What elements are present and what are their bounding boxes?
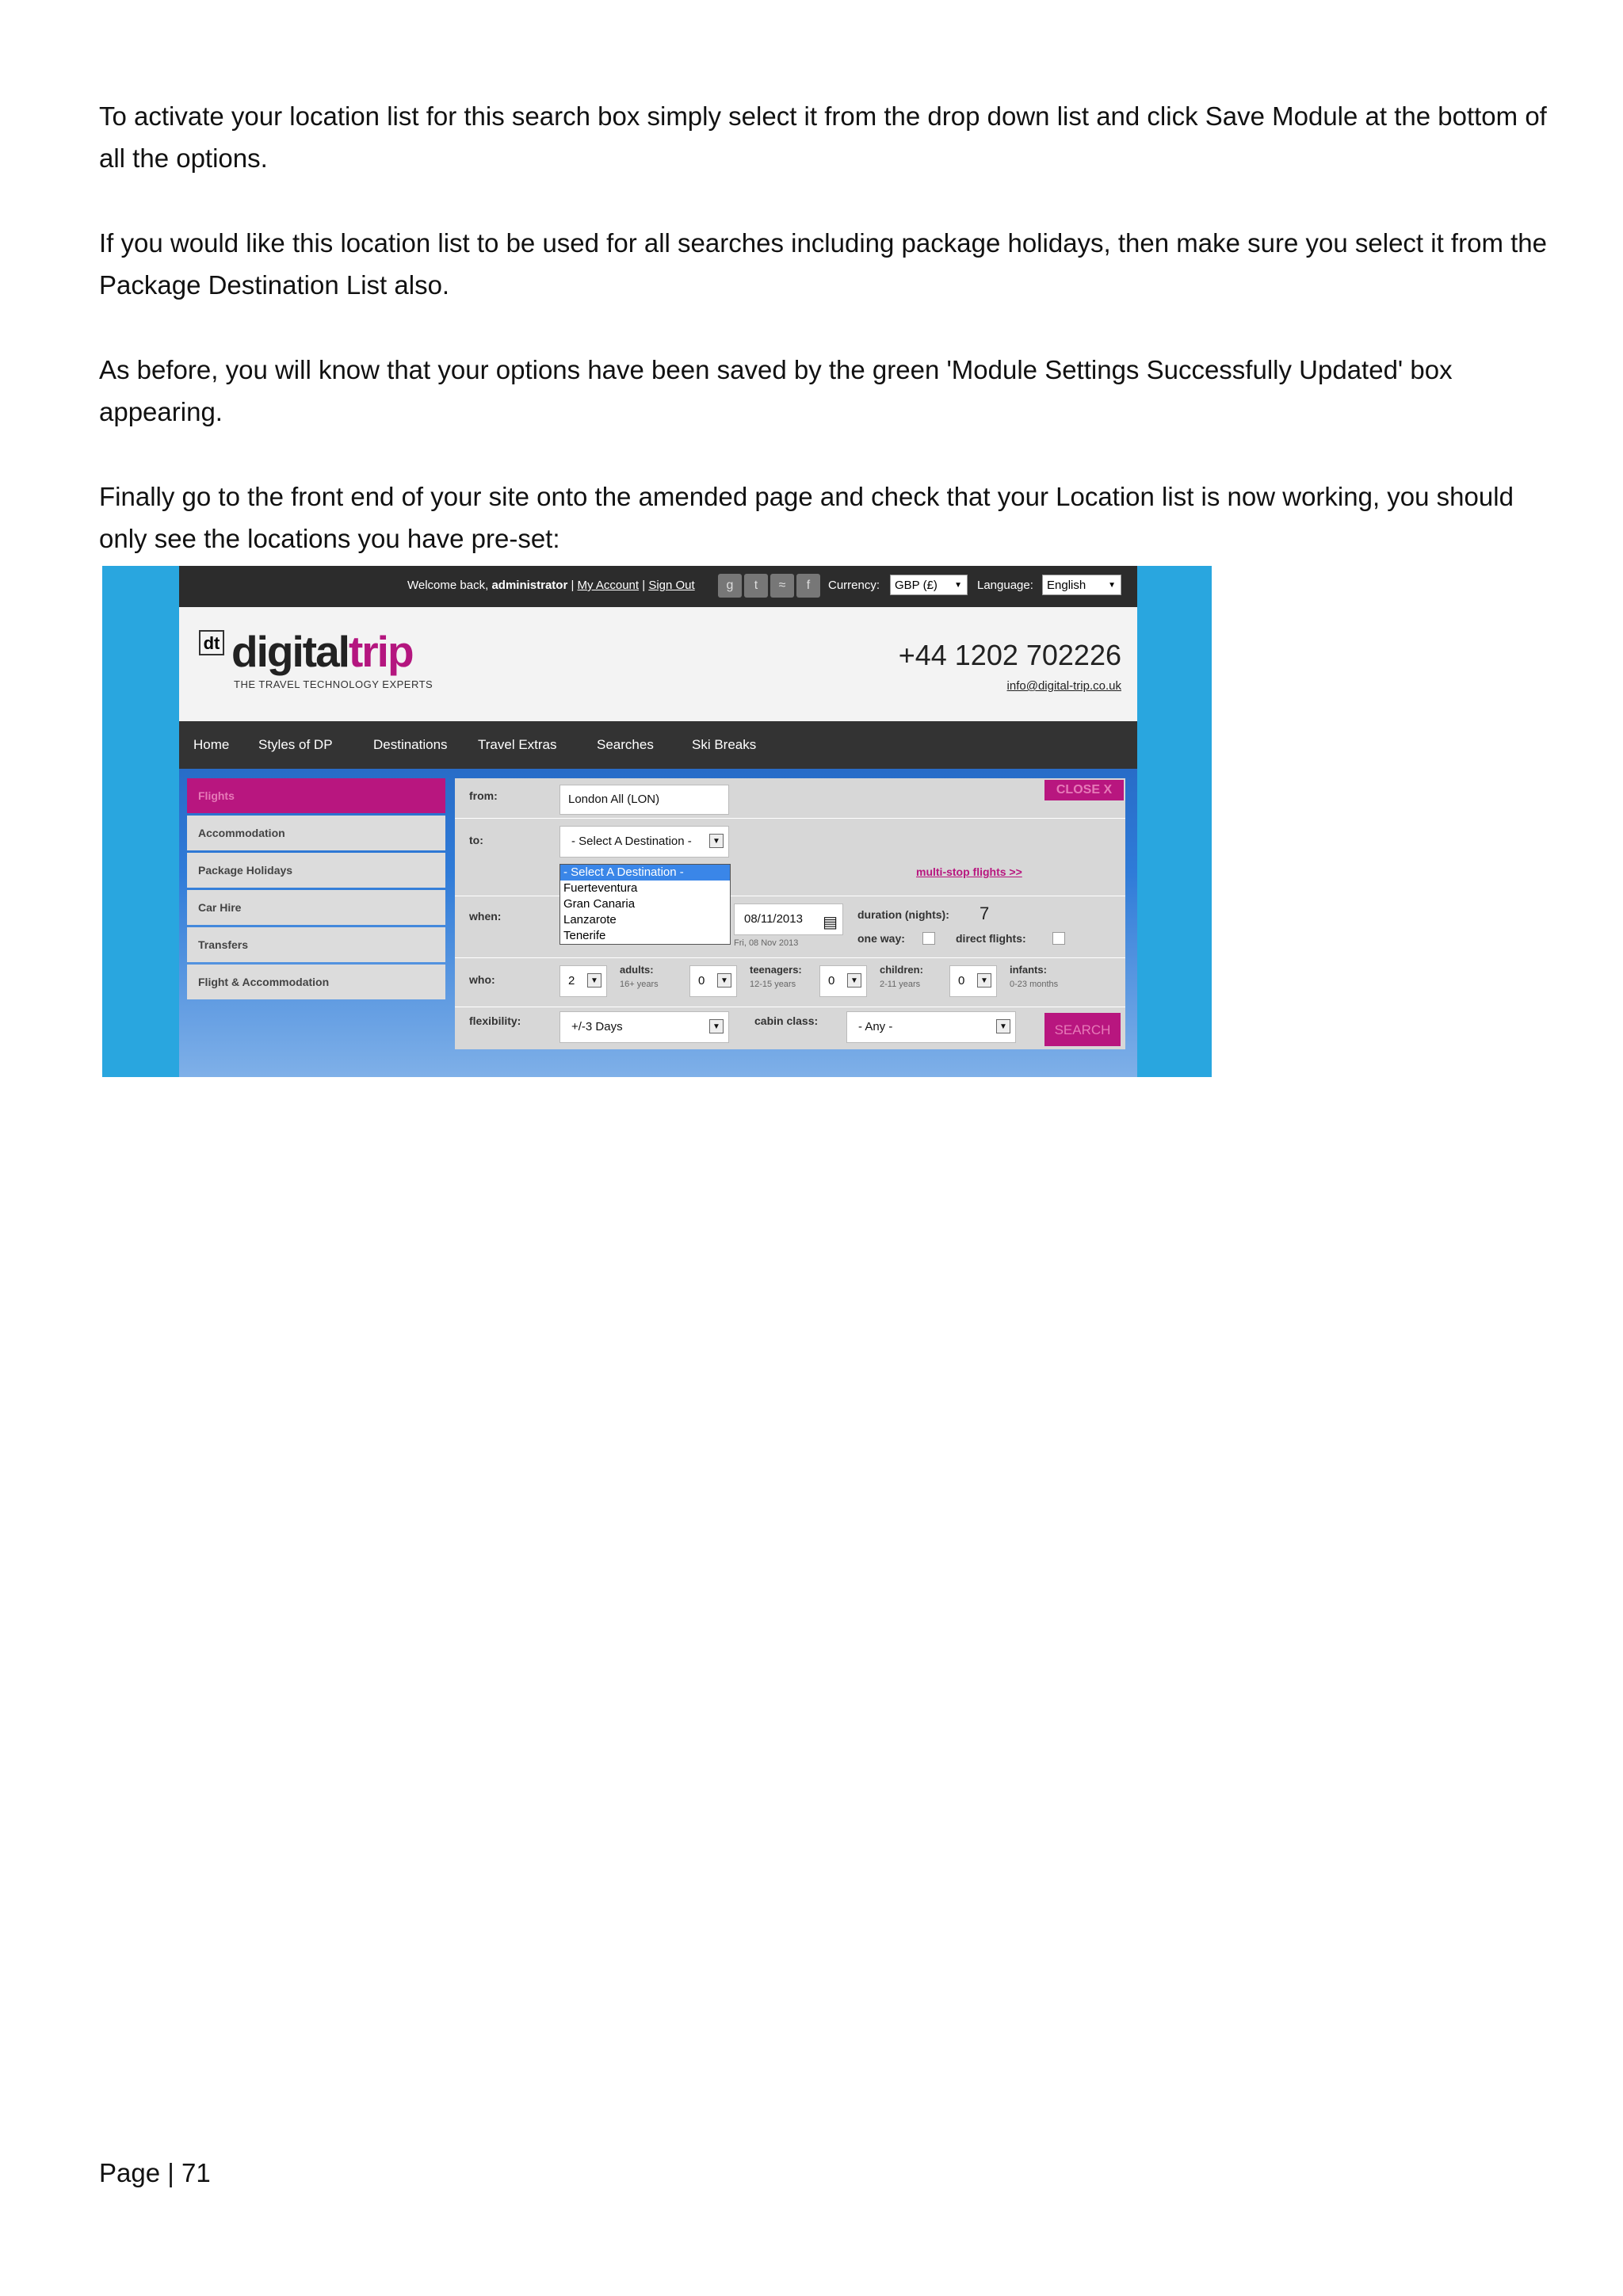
infants-hint: 0-23 months (1010, 980, 1059, 989)
sign-out-link[interactable]: Sign Out (648, 579, 695, 592)
destination-select[interactable] (559, 826, 729, 858)
infants-label: infants: (1010, 964, 1047, 976)
teenagers-hint: 12-15 years (750, 980, 796, 989)
welcome-prefix: Welcome back, (407, 579, 492, 592)
one-way-checkbox[interactable] (922, 932, 935, 945)
dropdown-option[interactable]: - Select A Destination - (560, 865, 730, 881)
paragraph-4: Finally go to the front end of your site onto the amended page and check that your Location list is now working, you should only see the locations you have pre-set: (99, 482, 1514, 553)
one-way-label: one way: (857, 932, 905, 945)
language-label: Language: (977, 579, 1033, 592)
flexibility-row (455, 1007, 1125, 1049)
duration-value[interactable]: 7 (980, 904, 990, 923)
nav-item-styles[interactable]: Styles of DP (258, 737, 333, 752)
sidebar-item-accommodation[interactable]: Accommodation (187, 816, 445, 850)
chevron-down-icon: ▼ (717, 973, 731, 988)
adults-select[interactable] (559, 965, 607, 997)
to-row (455, 818, 1125, 896)
chevron-down-icon: ▼ (587, 973, 601, 988)
currency-value: GBP (£) (895, 579, 938, 592)
document-body (99, 95, 1549, 602)
nav-item-searches[interactable]: Searches (597, 737, 654, 752)
multi-stop-link[interactable]: multi-stop flights >> (916, 865, 1022, 878)
search-type-sidebar (187, 778, 445, 1002)
language-value: English (1047, 579, 1086, 592)
nav-item-travel-extras[interactable]: Travel Extras (478, 737, 557, 752)
currency-label: Currency: (828, 579, 880, 592)
nav-item-home[interactable]: Home (193, 737, 230, 752)
chevron-down-icon: ▼ (709, 834, 724, 848)
search-button[interactable]: SEARCH (1044, 1013, 1121, 1046)
from-input[interactable]: London All (LON) (559, 785, 729, 815)
chevron-down-icon: ▼ (847, 973, 861, 988)
children-value: 0 (828, 974, 835, 988)
flexibility-select[interactable] (559, 1011, 729, 1043)
children-hint: 2-11 years (880, 980, 921, 989)
chevron-down-icon: ▼ (996, 1019, 1010, 1033)
phone-number: +44 1202 702226 (898, 639, 1121, 671)
teenagers-select[interactable] (689, 965, 737, 997)
children-select[interactable] (819, 965, 867, 997)
close-button[interactable]: CLOSE X (1044, 780, 1124, 800)
infants-value: 0 (958, 974, 965, 988)
chevron-down-icon: ▼ (1108, 581, 1116, 590)
chevron-down-icon: ▼ (954, 581, 962, 590)
facebook-icon[interactable]: f (796, 574, 820, 598)
sidebar-item-flight-accommodation[interactable]: Flight & Accommodation (187, 965, 445, 999)
currency-select[interactable] (890, 575, 968, 595)
site-page (179, 566, 1137, 1077)
from-label: from: (469, 789, 498, 802)
who-row (455, 957, 1125, 1007)
duration-label: duration (nights): (857, 908, 949, 921)
children-label: children: (880, 964, 923, 976)
email-link[interactable]: info@digital-trip.co.uk (1006, 679, 1121, 693)
who-label: who: (469, 973, 495, 986)
my-account-link[interactable]: My Account (577, 579, 640, 592)
cabin-class-select[interactable] (846, 1011, 1016, 1043)
username: administrator (491, 579, 568, 592)
direct-flights-label: direct flights: (956, 932, 1026, 945)
tagline: THE TRAVEL TECHNOLOGY EXPERTS (234, 678, 433, 690)
sidebar-item-transfers[interactable]: Transfers (187, 927, 445, 962)
flexibility-label: flexibility: (469, 1014, 521, 1027)
cabin-class-value: - Any - (858, 1020, 893, 1033)
sidebar-item-flights[interactable]: Flights (187, 778, 445, 813)
logo-digital: digital (231, 627, 349, 676)
website-screenshot (102, 566, 1212, 1077)
dropdown-option[interactable]: Lanzarote (563, 913, 617, 926)
when-row (455, 896, 1125, 958)
destination-dropdown-list (559, 864, 731, 945)
teenagers-value: 0 (698, 974, 705, 988)
paragraph-3: As before, you will know that your options have been saved by the green 'Module Settings Successfully Updated' box appearing. (99, 355, 1453, 426)
date-input[interactable] (734, 904, 843, 935)
site-header (179, 607, 1137, 721)
chevron-down-icon: ▼ (977, 973, 991, 988)
flight-search-form (455, 778, 1125, 1049)
logo[interactable] (231, 626, 413, 677)
paragraph-2: If you would like this location list to be used for all searches including package holidays, then make sure you select it from the Package Destination List also. (99, 228, 1547, 300)
teenagers-label: teenagers: (750, 964, 802, 976)
adults-label: adults: (620, 964, 654, 976)
flexibility-value: +/-3 Days (571, 1020, 623, 1033)
adults-hint: 16+ years (620, 980, 659, 989)
logo-mark: dt (199, 630, 224, 655)
separator: | (567, 579, 578, 592)
to-label: to: (469, 834, 483, 846)
paragraph-1: To activate your location list for this search box simply select it from the drop down list and click Save Module at the bottom of all the options. (99, 101, 1547, 173)
destination-value: - Select A Destination - (571, 835, 692, 848)
date-hint: Fri, 08 Nov 2013 (734, 938, 799, 948)
dropdown-option[interactable]: Tenerife (563, 929, 606, 942)
sidebar-item-package-holidays[interactable]: Package Holidays (187, 853, 445, 888)
google-plus-icon[interactable]: g (718, 574, 742, 598)
dropdown-option[interactable]: Gran Canaria (563, 897, 636, 911)
language-select[interactable] (1042, 575, 1121, 595)
direct-flights-checkbox[interactable] (1052, 932, 1065, 945)
twitter-icon[interactable]: t (744, 574, 768, 598)
from-row (455, 778, 1125, 819)
calendar-icon: ▤ (823, 914, 838, 931)
sidebar-item-car-hire[interactable]: Car Hire (187, 890, 445, 925)
nav-item-ski-breaks[interactable]: Ski Breaks (692, 737, 757, 752)
top-bar (179, 566, 1137, 607)
separator: | (639, 579, 649, 592)
logo-trip: trip (348, 627, 413, 676)
nav-item-destinations[interactable]: Destinations (373, 737, 448, 752)
main-nav (179, 721, 1137, 769)
welcome-text (407, 579, 695, 592)
infants-select[interactable] (949, 965, 997, 997)
rss-icon[interactable]: ≈ (770, 574, 794, 598)
date-value: 08/11/2013 (744, 912, 803, 926)
chevron-down-icon: ▼ (709, 1019, 724, 1033)
when-label: when: (469, 910, 502, 923)
cabin-class-label: cabin class: (754, 1014, 819, 1027)
dropdown-option[interactable]: Fuerteventura (563, 881, 638, 895)
adults-value: 2 (568, 974, 575, 988)
page-number: Page | 71 (99, 2158, 211, 2187)
